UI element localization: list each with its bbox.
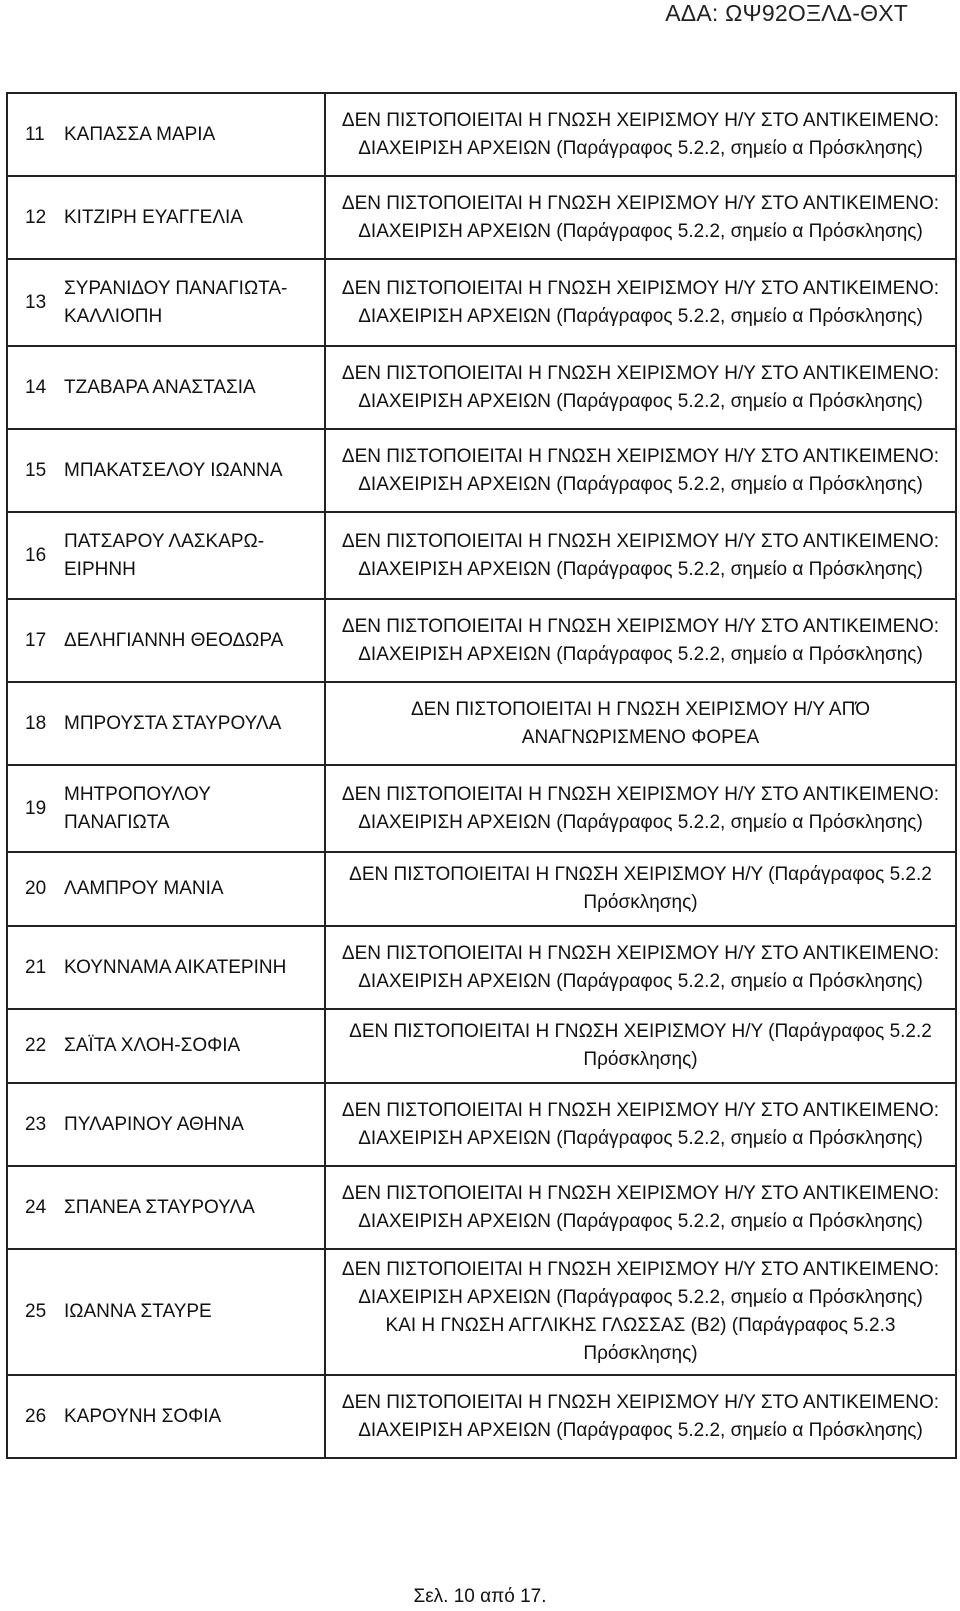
name-line: ΠΥΛΑΡΙΝΟΥ ΑΘΗΝΑ: [64, 1113, 244, 1135]
name-line: ΚΑΛΛΙΟΠΗ: [64, 305, 163, 327]
rejection-reason: [325, 1375, 956, 1458]
rejection-reason: [325, 429, 956, 512]
rejection-reason: [325, 1166, 956, 1249]
reason-line: ΔΕΝ ΠΙΣΤΟΠΟΙΕΙΤΑΙ Η ΓΝΩΣΗ ΧΕΙΡΙΣΜΟΥ Η/Υ ΣΤΟ ΑΝΤΙΚΕΙΜΕΝΟ:: [341, 362, 940, 384]
reason-line: ΔΙΑΧΕΙΡΙΣΗ ΑΡΧΕΙΩΝ (Παράγραφος 5.2.2, σημείο α Πρόσκλησης): [358, 137, 923, 159]
reason-line: ΔΕΝ ΠΙΣΤΟΠΟΙΕΙΤΑΙ Η ΓΝΩΣΗ ΧΕΙΡΙΣΜΟΥ Η/Υ ΣΤΟ ΑΝΤΙΚΕΙΜΕΝΟ:: [341, 1259, 940, 1280]
name-line: ΣΠΑΝΕΑ ΣΤΑΥΡΟΥΛΑ: [64, 1196, 255, 1218]
rejection-reason: [325, 93, 956, 176]
candidate-name: [58, 765, 325, 852]
row-number: 12: [7, 176, 58, 259]
candidate-name: [58, 682, 325, 765]
name-line: ΣΥΡΑΝΙΔΟΥ ΠΑΝΑΓΙΩΤΑ-: [64, 277, 288, 299]
rejection-reason: [325, 259, 956, 346]
rejection-reason: [325, 512, 956, 599]
reason-line: ΔΙΑΧΕΙΡΙΣΗ ΑΡΧΕΙΩΝ (Παράγραφος 5.2.2, σημείο α Πρόσκλησης): [358, 1127, 923, 1149]
reason-line: ΔΕΝ ΠΙΣΤΟΠΟΙΕΙΤΑΙ Η ΓΝΩΣΗ ΧΕΙΡΙΣΜΟΥ Η/Υ ΣΤΟ ΑΝΤΙΚΕΙΜΕΝΟ:: [341, 1391, 940, 1413]
rejection-reason: [325, 176, 956, 259]
reason-line: ΔΙΑΧΕΙΡΙΣΗ ΑΡΧΕΙΩΝ (Παράγραφος 5.2.2, σημείο α Πρόσκλησης): [358, 970, 923, 992]
table-row: [7, 176, 956, 259]
reason-line: Πρόσκλησης): [583, 892, 698, 913]
row-number: 23: [7, 1083, 58, 1166]
table-row: [7, 512, 956, 599]
reason-line: ΔΕΝ ΠΙΣΤΟΠΟΙΕΙΤΑΙ Η ΓΝΩΣΗ ΧΕΙΡΙΣΜΟΥ Η/Υ ΣΤΟ ΑΝΤΙΚΕΙΜΕΝΟ:: [341, 192, 940, 214]
reason-line: Πρόσκλησης): [583, 1049, 698, 1070]
reason-line: ΔΕΝ ΠΙΣΤΟΠΟΙΕΙΤΑΙ Η ΓΝΩΣΗ ΧΕΙΡΙΣΜΟΥ Η/Υ (Παράγραφος 5.2.2: [349, 864, 932, 885]
table-row: [7, 682, 956, 765]
row-number: 22: [7, 1009, 58, 1083]
reason-line: ΔΕΝ ΠΙΣΤΟΠΟΙΕΙΤΑΙ Η ΓΝΩΣΗ ΧΕΙΡΙΣΜΟΥ Η/Υ ΣΤΟ ΑΝΤΙΚΕΙΜΕΝΟ:: [341, 783, 940, 805]
reason-line: ΔΙΑΧΕΙΡΙΣΗ ΑΡΧΕΙΩΝ (Παράγραφος 5.2.2, σημείο α Πρόσκλησης): [358, 811, 923, 833]
row-number: 24: [7, 1166, 58, 1249]
name-line: ΠΑΝΑΓΙΩΤΑ: [64, 811, 170, 833]
table-row: [7, 259, 956, 346]
reason-line: ΔΙΑΧΕΙΡΙΣΗ ΑΡΧΕΙΩΝ (Παράγραφος 5.2.2, σημείο α Πρόσκλησης): [358, 305, 923, 327]
table-row: [7, 1083, 956, 1166]
reason-line: ΔΕΝ ΠΙΣΤΟΠΟΙΕΙΤΑΙ Η ΓΝΩΣΗ ΧΕΙΡΙΣΜΟΥ Η/Υ ΣΤΟ ΑΝΤΙΚΕΙΜΕΝΟ:: [341, 530, 940, 552]
rejection-reason: [325, 599, 956, 682]
row-number: 26: [7, 1375, 58, 1458]
table-row: [7, 1249, 956, 1375]
name-line: ΚΟΥΝΝΑΜΑ ΑΙΚΑΤΕΡΙΝΗ: [64, 956, 287, 978]
candidate-name: [58, 1375, 325, 1458]
rejection-reason: [325, 765, 956, 852]
reason-line: ΚΑΙ Η ΓΝΩΣΗ ΑΓΓΛΙΚΗΣ ΓΛΩΣΣΑΣ (Β2) (Παράγραφος 5.2.3: [385, 1315, 896, 1336]
row-number: 13: [7, 259, 58, 346]
row-number: 25: [7, 1249, 58, 1375]
table-row: [7, 93, 956, 176]
name-line: ΜΗΤΡΟΠΟΥΛΟΥ: [64, 783, 211, 805]
table-row: [7, 926, 956, 1009]
candidate-name: [58, 1166, 325, 1249]
candidates-table: [6, 92, 957, 1459]
candidate-name: [58, 852, 325, 926]
reason-line: ΔΙΑΧΕΙΡΙΣΗ ΑΡΧΕΙΩΝ (Παράγραφος 5.2.2, σημείο α Πρόσκλησης): [358, 1210, 923, 1232]
row-number: 11: [7, 93, 58, 176]
reason-line: ΔΕΝ ΠΙΣΤΟΠΟΙΕΙΤΑΙ Η ΓΝΩΣΗ ΧΕΙΡΙΣΜΟΥ Η/Υ ΣΤΟ ΑΝΤΙΚΕΙΜΕΝΟ:: [341, 445, 940, 467]
reason-line: ΔΙΑΧΕΙΡΙΣΗ ΑΡΧΕΙΩΝ (Παράγραφος 5.2.2, σημείο α Πρόσκλησης): [358, 473, 923, 495]
reason-line: ΔΕΝ ΠΙΣΤΟΠΟΙΕΙΤΑΙ Η ΓΝΩΣΗ ΧΕΙΡΙΣΜΟΥ Η/Υ ΣΤΟ ΑΝΤΙΚΕΙΜΕΝΟ:: [341, 1099, 940, 1121]
reason-line: Πρόσκλησης): [583, 1343, 698, 1364]
reason-line: ΔΙΑΧΕΙΡΙΣΗ ΑΡΧΕΙΩΝ (Παράγραφος 5.2.2, σημείο α Πρόσκλησης): [358, 220, 923, 242]
candidate-name: [58, 1249, 325, 1375]
reason-line: ΔΕΝ ΠΙΣΤΟΠΟΙΕΙΤΑΙ Η ΓΝΩΣΗ ΧΕΙΡΙΣΜΟΥ Η/Υ ΣΤΟ ΑΝΤΙΚΕΙΜΕΝΟ:: [341, 942, 940, 964]
reason-line: ΑΝΑΓΝΩΡΙΣΜΕΝΟ ΦΟΡΕΑ: [521, 726, 760, 748]
table-row: [7, 1375, 956, 1458]
row-number: 21: [7, 926, 58, 1009]
rejection-reason: [325, 926, 956, 1009]
row-number: 18: [7, 682, 58, 765]
reason-line: ΔΕΝ ΠΙΣΤΟΠΟΙΕΙΤΑΙ Η ΓΝΩΣΗ ΧΕΙΡΙΣΜΟΥ Η/Υ ΑΠΌ: [410, 698, 871, 720]
rejection-reason: [325, 346, 956, 429]
reason-line: ΔΙΑΧΕΙΡΙΣΗ ΑΡΧΕΙΩΝ (Παράγραφος 5.2.2, σημείο α Πρόσκλησης): [358, 643, 923, 665]
name-line: ΔΕΛΗΓΙΑΝΝΗ ΘΕΟΔΩΡΑ: [64, 629, 284, 651]
rejection-reason: [325, 1249, 956, 1375]
page-number: Σελ. 10 από 17.: [413, 1586, 547, 1607]
name-line: ΤΖΑΒΑΡΑ ΑΝΑΣΤΑΣΙΑ: [64, 376, 256, 398]
table-row: [7, 429, 956, 512]
rejection-reason: [325, 1083, 956, 1166]
name-line: ΕΙΡΗΝΗ: [64, 558, 136, 580]
candidate-name: [58, 259, 325, 346]
name-line: ΚΙΤΖΙΡΗ ΕΥΑΓΓΕΛΙΑ: [64, 206, 243, 228]
candidate-name: [58, 1009, 325, 1083]
row-number: 17: [7, 599, 58, 682]
name-line: ΣΑΪΤΑ ΧΛΟΗ-ΣΟΦΙΑ: [64, 1035, 241, 1056]
reason-line: ΔΕΝ ΠΙΣΤΟΠΟΙΕΙΤΑΙ Η ΓΝΩΣΗ ΧΕΙΡΙΣΜΟΥ Η/Υ ΣΤΟ ΑΝΤΙΚΕΙΜΕΝΟ:: [341, 1182, 940, 1204]
table-row: [7, 599, 956, 682]
table-row: [7, 1166, 956, 1249]
table-row: [7, 1009, 956, 1083]
rejection-reason: [325, 682, 956, 765]
table-row: [7, 346, 956, 429]
name-line: ΙΩΑΝΝΑ ΣΤΑΥΡΕ: [64, 1301, 212, 1322]
reason-line: ΔΙΑΧΕΙΡΙΣΗ ΑΡΧΕΙΩΝ (Παράγραφος 5.2.2, σημείο α Πρόσκλησης): [358, 1419, 923, 1441]
reason-line: ΔΙΑΧΕΙΡΙΣΗ ΑΡΧΕΙΩΝ (Παράγραφος 5.2.2, σημείο α Πρόσκλησης): [358, 1287, 923, 1308]
name-line: ΚΑΠΑΣΣΑ ΜΑΡΙΑ: [64, 123, 216, 145]
name-line: ΚΑΡΟΥΝΗ ΣΟΦΙΑ: [64, 1405, 222, 1427]
reason-line: ΔΕΝ ΠΙΣΤΟΠΟΙΕΙΤΑΙ Η ΓΝΩΣΗ ΧΕΙΡΙΣΜΟΥ Η/Υ ΣΤΟ ΑΝΤΙΚΕΙΜΕΝΟ:: [341, 277, 940, 299]
reason-line: ΔΕΝ ΠΙΣΤΟΠΟΙΕΙΤΑΙ Η ΓΝΩΣΗ ΧΕΙΡΙΣΜΟΥ Η/Υ (Παράγραφος 5.2.2: [349, 1021, 932, 1042]
row-number: 20: [7, 852, 58, 926]
name-line: ΛΑΜΠΡΟΥ ΜΑΝΙΑ: [64, 878, 224, 899]
candidate-name: [58, 176, 325, 259]
name-line: ΜΠΑΚΑΤΣΕΛΟΥ ΙΩΑΝΝΑ: [64, 459, 283, 481]
row-number: 19: [7, 765, 58, 852]
candidate-name: [58, 93, 325, 176]
rejection-reason: [325, 852, 956, 926]
name-line: ΜΠΡΟΥΣΤΑ ΣΤΑΥΡΟΥΛΑ: [64, 712, 282, 734]
reason-line: ΔΕΝ ΠΙΣΤΟΠΟΙΕΙΤΑΙ Η ΓΝΩΣΗ ΧΕΙΡΙΣΜΟΥ Η/Υ ΣΤΟ ΑΝΤΙΚΕΙΜΕΝΟ:: [341, 109, 940, 131]
name-line: ΠΑΤΣΑΡΟΥ ΛΑΣΚΑΡΩ-: [64, 530, 265, 552]
rejection-reason: [325, 1009, 956, 1083]
candidate-name: [58, 1083, 325, 1166]
candidate-name: [58, 926, 325, 1009]
candidate-name: [58, 512, 325, 599]
table-row: [7, 765, 956, 852]
row-number: 14: [7, 346, 58, 429]
reason-line: ΔΙΑΧΕΙΡΙΣΗ ΑΡΧΕΙΩΝ (Παράγραφος 5.2.2, σημείο α Πρόσκλησης): [358, 558, 923, 580]
table-row: [7, 852, 956, 926]
reason-line: ΔΕΝ ΠΙΣΤΟΠΟΙΕΙΤΑΙ Η ΓΝΩΣΗ ΧΕΙΡΙΣΜΟΥ Η/Υ ΣΤΟ ΑΝΤΙΚΕΙΜΕΝΟ:: [341, 615, 940, 637]
candidate-name: [58, 346, 325, 429]
ada-code: ΑΔΑ: ΩΨ92ΟΞΛΔ-ΘΧΤ: [665, 0, 908, 26]
row-number: 15: [7, 429, 58, 512]
candidate-name: [58, 429, 325, 512]
reason-line: ΔΙΑΧΕΙΡΙΣΗ ΑΡΧΕΙΩΝ (Παράγραφος 5.2.2, σημείο α Πρόσκλησης): [358, 390, 923, 412]
table-body: [7, 93, 956, 1458]
row-number: 16: [7, 512, 58, 599]
candidate-name: [58, 599, 325, 682]
